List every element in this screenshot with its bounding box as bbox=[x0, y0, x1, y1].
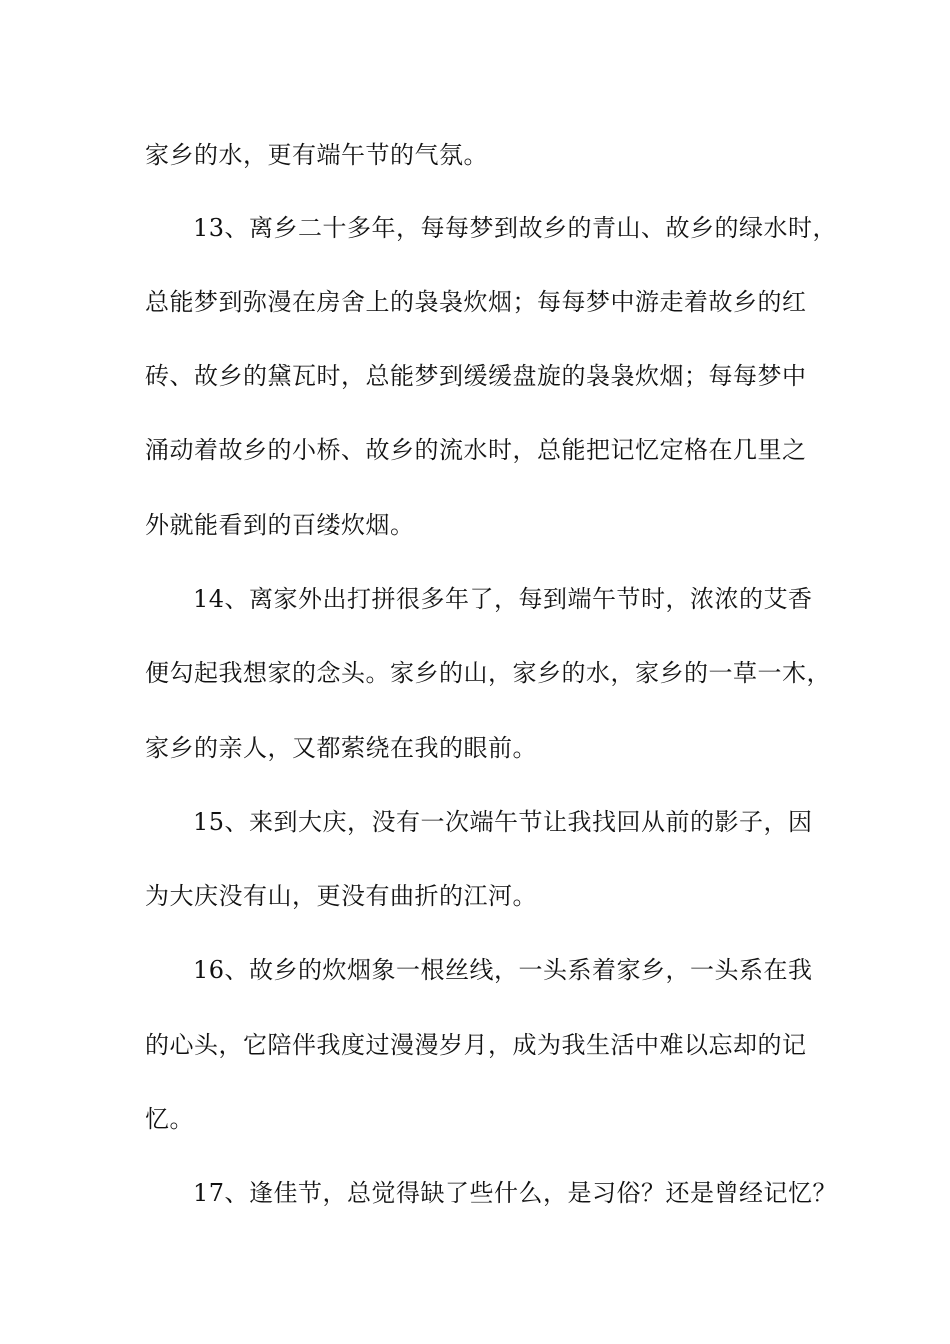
text-line: 忆。 bbox=[145, 1105, 194, 1133]
text-line: 外就能看到的百缕炊烟。 bbox=[145, 511, 415, 539]
text-line: 便勾起我想家的念头。家乡的山，家乡的水，家乡的一草一木， bbox=[145, 659, 831, 687]
text-line: 13、离乡二十多年，每每梦到故乡的青山、故乡的绿水时， bbox=[193, 214, 838, 242]
text-line: 为大庆没有山，更没有曲折的江河。 bbox=[145, 882, 537, 910]
text-line: 17、逢佳节，总觉得缺了些什么，是习俗？还是曾经记忆？ bbox=[193, 1179, 838, 1207]
text-line: 总能梦到弥漫在房舍上的袅袅炊烟；每每梦中游走着故乡的红 bbox=[145, 288, 807, 316]
text-line: 砖、故乡的黛瓦时，总能梦到缓缓盘旋的袅袅炊烟；每每梦中 bbox=[145, 362, 807, 390]
text-line: 15、来到大庆，没有一次端午节让我找回从前的影子，因 bbox=[193, 808, 813, 836]
text-line: 家乡的水，更有端午节的气氛。 bbox=[145, 141, 488, 169]
text-line: 16、故乡的炊烟象一根丝线，一头系着家乡，一头系在我 bbox=[193, 956, 813, 984]
text-line: 涌动着故乡的小桥、故乡的流水时，总能把记忆定格在几里之 bbox=[145, 436, 807, 464]
text-line: 的心头，它陪伴我度过漫漫岁月，成为我生活中难以忘却的记 bbox=[145, 1031, 807, 1059]
text-line: 家乡的亲人，又都萦绕在我的眼前。 bbox=[145, 734, 537, 762]
text-line: 14、离家外出打拼很多年了，每到端午节时，浓浓的艾香 bbox=[193, 585, 813, 613]
